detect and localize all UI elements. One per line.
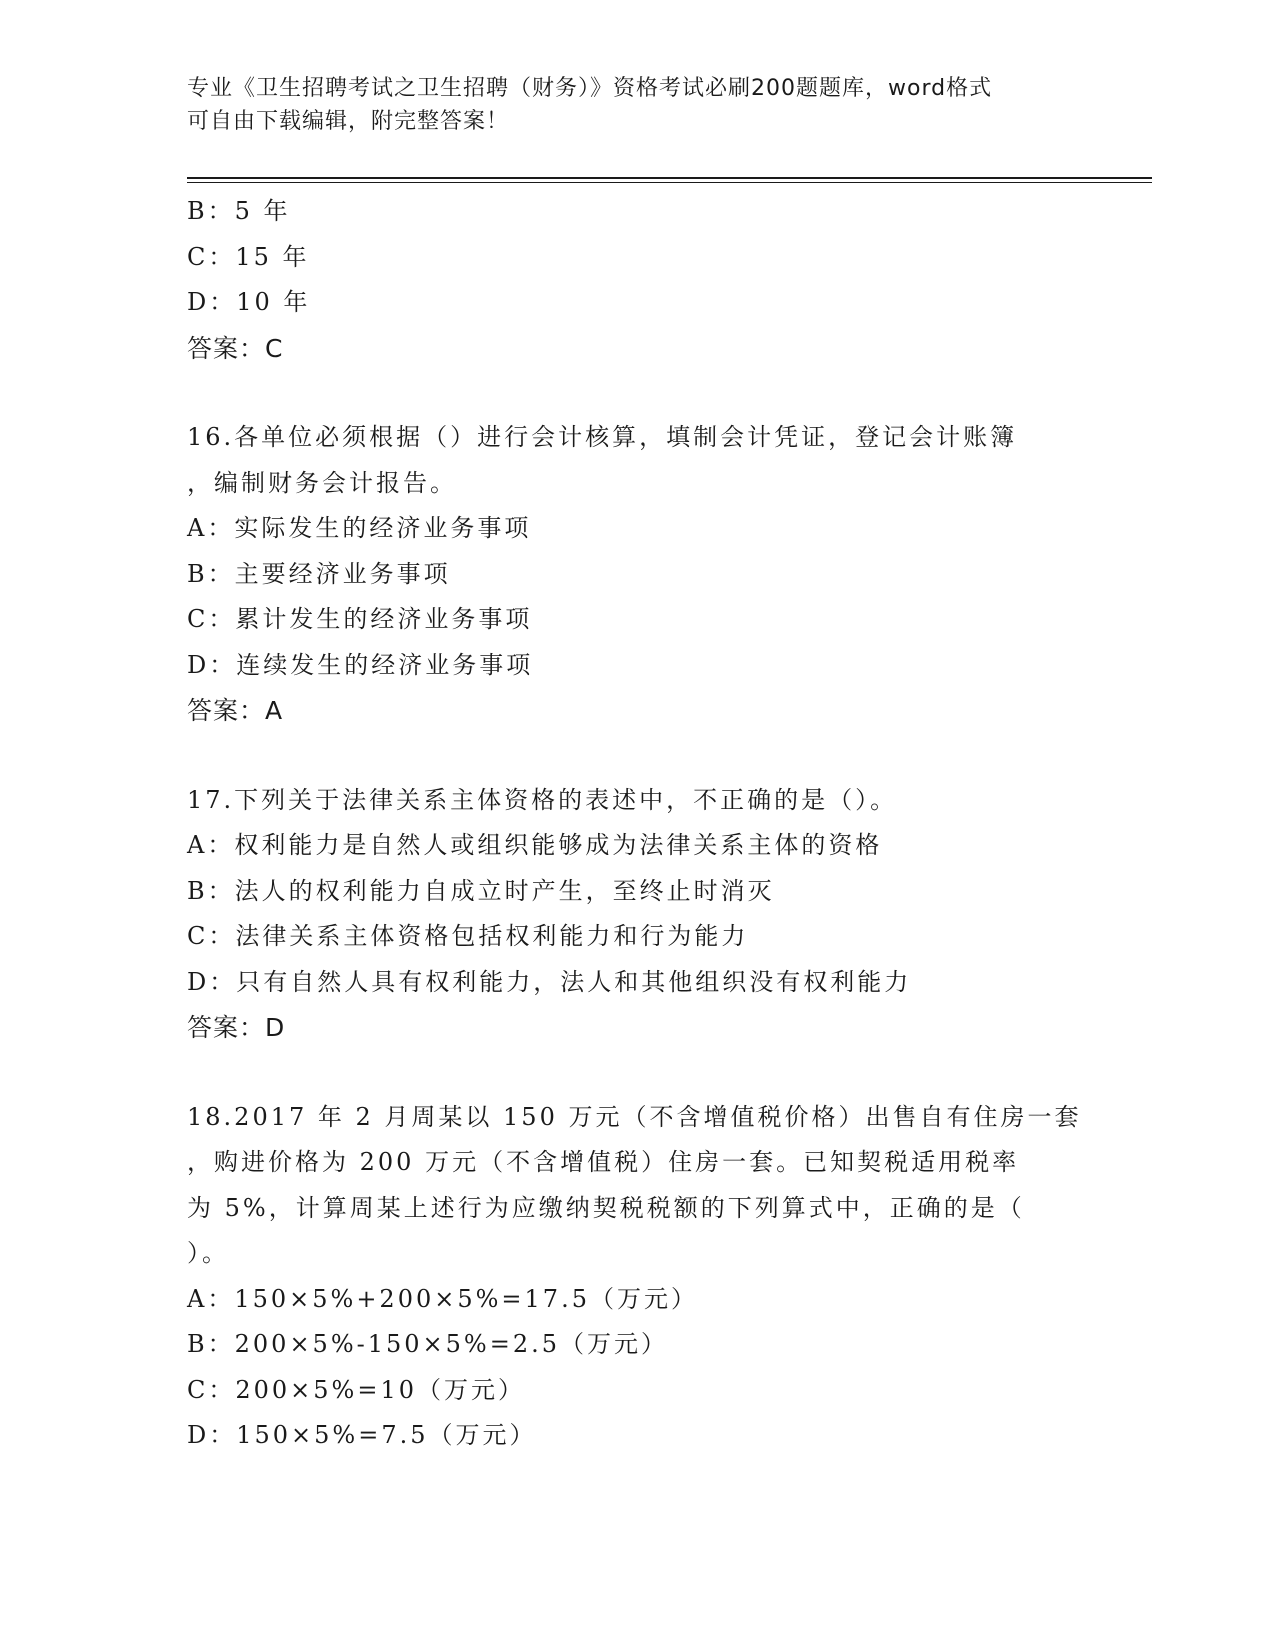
option-b: B：5 年: [187, 197, 291, 225]
question-text-line: ，购进价格为 200 万元（不含增值税）住房一套。已知契税适用税率: [187, 1148, 1020, 1176]
option-c: C：15 年: [187, 242, 310, 271]
answer-line: 答案：C: [187, 333, 284, 363]
header-line-2: 可自由下载编辑，附完整答案！: [187, 109, 510, 134]
question-text-line: 18.2017 年 2 月周某以 150 万元（不含增值税价格）出售自有住房一套: [187, 1102, 1082, 1131]
header-divider: [187, 177, 1152, 179]
question-text-line: ）。: [187, 1239, 229, 1267]
option-a: A：实际发生的经济业务事项: [187, 514, 532, 542]
question-18: [187, 1095, 1087, 1459]
page-header: [187, 72, 1087, 138]
spacer: [187, 1051, 1087, 1095]
option-d: D：150×5%=7.5（万元）: [187, 1421, 537, 1449]
question-17: [187, 778, 1087, 1051]
question-16: [187, 415, 1087, 734]
header-divider-thin: [187, 182, 1152, 183]
option-b: B：200×5%-150×5%=2.5（万元）: [187, 1330, 669, 1358]
prev-question-block: [187, 189, 1087, 371]
option-a: A：150×5%+200×5%=17.5（万元）: [187, 1284, 698, 1313]
option-d: D：连续发生的经济业务事项: [187, 650, 534, 679]
option-c: C：法律关系主体资格包括权利能力和行为能力: [187, 922, 749, 950]
option-c: C：累计发生的经济业务事项: [187, 605, 533, 633]
question-text-line: ，编制财务会计报告。: [187, 468, 457, 497]
option-d: D：10 年: [187, 288, 311, 316]
option-d: D：只有自然人具有权利能力，法人和其他组织没有权利能力: [187, 967, 912, 996]
question-text-line: 为 5%，计算周某上述行为应缴纳契税税额的下列算式中，正确的是（: [187, 1193, 1025, 1222]
option-a: A：权利能力是自然人或组织能够成为法律关系主体的资格: [187, 831, 883, 859]
option-b: B：法人的权利能力自成立时产生，至终止时消灭: [187, 876, 775, 905]
question-text-line: 17.下列关于法律关系主体资格的表述中，不正确的是（）。: [187, 785, 898, 814]
spacer: [187, 371, 1087, 415]
spacer: [187, 734, 1087, 778]
option-c: C：200×5%=10（万元）: [187, 1375, 526, 1404]
question-list: [187, 189, 1087, 1459]
header-line-1: 专业《卫生招聘考试之卫生招聘（财务）》资格考试必刷200题题库，word格式: [187, 76, 993, 101]
answer-line: 答案：D: [187, 1013, 286, 1042]
question-text-line: 16.各单位必须根据（）进行会计核算，填制会计凭证，登记会计账簿: [187, 423, 1018, 451]
answer-line: 答案：A: [187, 696, 284, 725]
option-b: B：主要经济业务事项: [187, 559, 451, 588]
